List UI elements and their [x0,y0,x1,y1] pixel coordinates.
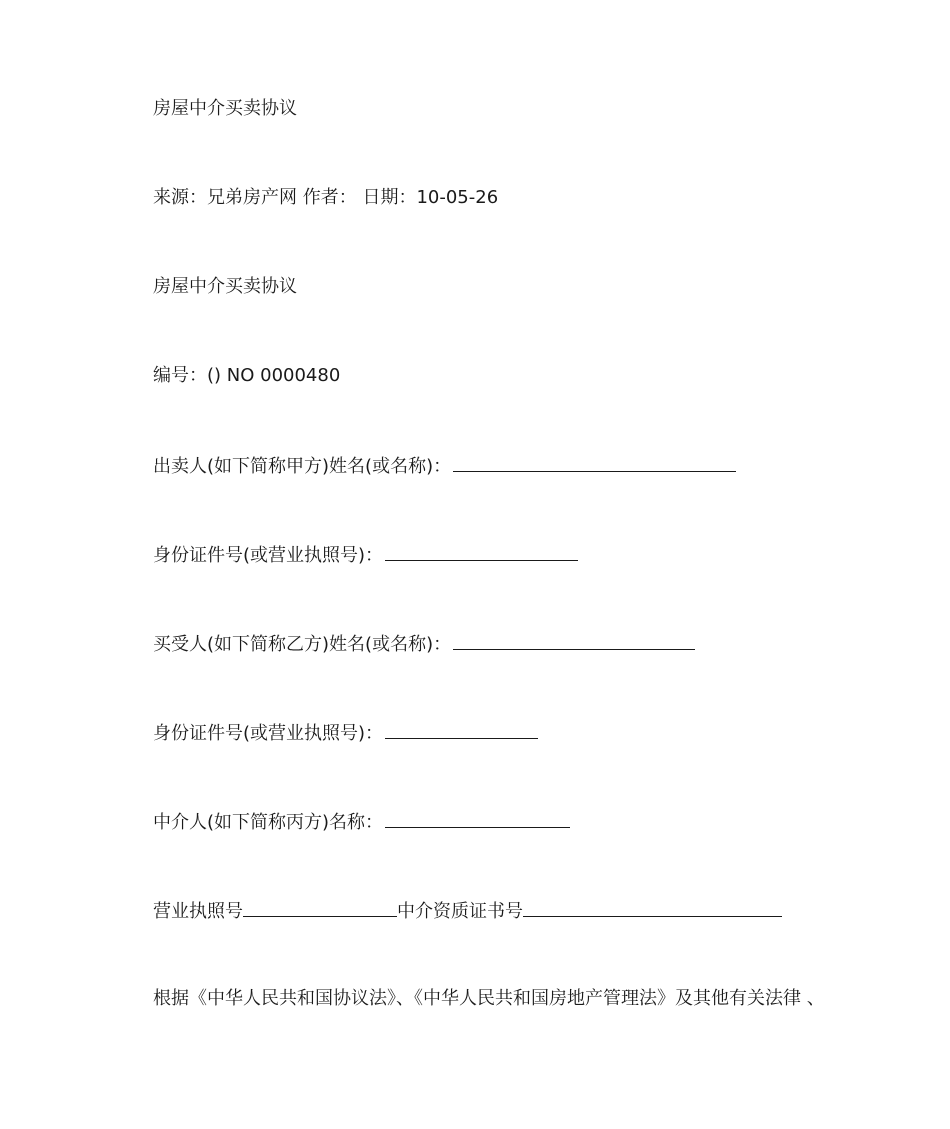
buyer-id-label: 身份证件号(或营业执照号)： [153,723,384,744]
seller-name-blank [453,453,736,472]
legal-basis-paragraph: 根据《中华人民共和国协议法》、《中华人民共和国房地产管理法》及其他有关法律 、 [153,988,825,1009]
document-title-main: 房屋中介买卖协议 [153,276,297,297]
source-line: 来源：兄弟房产网 作者： 日期：10-05-26 [153,187,499,208]
seller-name-row [153,453,736,479]
agent-name-label: 中介人(如下简称丙方)名称： [153,812,384,833]
qualification-label: 中介资质证书号 [397,901,523,922]
buyer-name-label: 买受人(如下简称乙方)姓名(或名称)： [153,634,452,655]
license-label: 营业执照号 [153,901,243,922]
seller-id-row [153,542,578,568]
agent-name-row [153,809,570,835]
seller-id-blank [385,542,578,561]
seller-id-label: 身份证件号(或营业执照号)： [153,545,384,566]
agent-name-blank [385,809,570,828]
qualification-blank [523,898,782,917]
buyer-name-blank [453,631,695,650]
document-title-top: 房屋中介买卖协议 [153,98,297,119]
license-blank [243,898,397,917]
contract-number: 编号：() NO 0000480 [153,365,341,386]
buyer-id-row [153,720,538,746]
license-row [153,898,782,924]
buyer-id-blank [385,720,538,739]
seller-name-label: 出卖人(如下简称甲方)姓名(或名称)： [153,456,452,477]
buyer-name-row [153,631,695,657]
